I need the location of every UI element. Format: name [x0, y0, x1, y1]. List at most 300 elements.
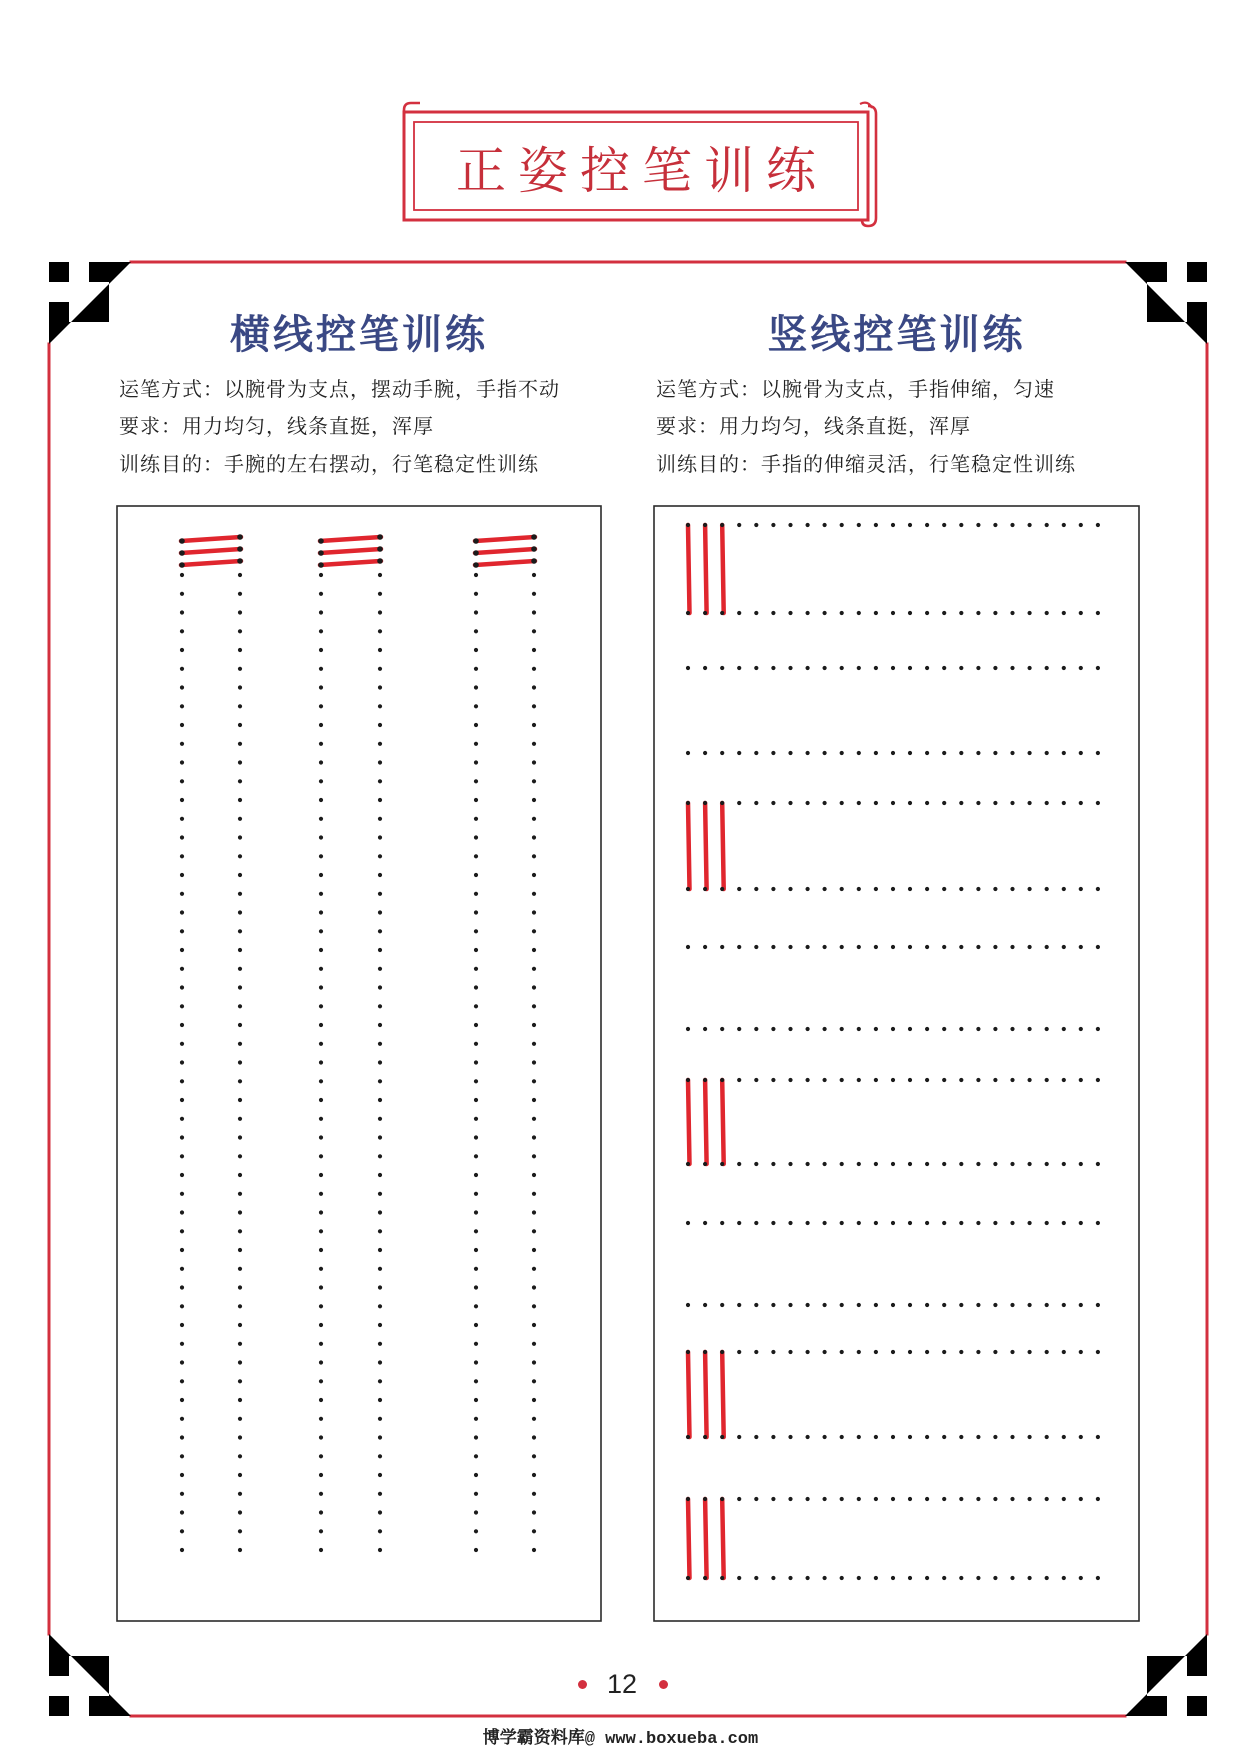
- guide-dot: [238, 1004, 242, 1008]
- guide-dot: [891, 666, 895, 670]
- horizontal-example-stroke: [475, 537, 535, 541]
- guide-dot: [925, 1350, 929, 1354]
- guide-dot: [319, 967, 323, 971]
- guide-dot: [942, 666, 946, 670]
- guide-dot: [720, 801, 724, 805]
- guide-dot: [378, 1379, 382, 1383]
- horizontal-example-stroke: [320, 561, 381, 565]
- guide-dot: [788, 1435, 792, 1439]
- guide-dot: [1010, 1162, 1014, 1166]
- guide-dot: [959, 1350, 963, 1354]
- guide-dot: [238, 854, 242, 858]
- guide-dot: [180, 1079, 184, 1083]
- guide-dot: [180, 910, 184, 914]
- guide-dot: [238, 1060, 242, 1064]
- guide-dot: [857, 666, 861, 670]
- guide-dot: [737, 1350, 741, 1354]
- guide-dot: [238, 1342, 242, 1346]
- vertical-example-stroke: [705, 803, 707, 889]
- guide-dot: [378, 723, 382, 727]
- guide-dot: [238, 1323, 242, 1327]
- guide-dot: [1010, 1576, 1014, 1580]
- guide-dot: [976, 1497, 980, 1501]
- guide-dot: [180, 967, 184, 971]
- guide-dot: [908, 801, 912, 805]
- guide-dot: [238, 1042, 242, 1046]
- guide-dot: [771, 1303, 775, 1307]
- guide-dot: [942, 1576, 946, 1580]
- guide-dot: [686, 1497, 690, 1501]
- page-title: [404, 114, 868, 220]
- guide-dot: [378, 685, 382, 689]
- guide-dot: [720, 1435, 724, 1439]
- guide-dot: [319, 1079, 323, 1083]
- guide-dot: [1045, 1221, 1049, 1225]
- guide-dot: [788, 611, 792, 615]
- guide-dot: [319, 910, 323, 914]
- dotted-guide-line: [686, 1435, 1100, 1439]
- guide-dot: [378, 1342, 382, 1346]
- guide-dot: [942, 1435, 946, 1439]
- guide-dot: [1028, 1303, 1032, 1307]
- horizontal-example-stroke: [181, 549, 241, 553]
- guide-dot: [180, 592, 184, 596]
- guide-dot: [908, 751, 912, 755]
- guide-dot: [532, 1210, 536, 1214]
- guide-dot: [238, 779, 242, 783]
- guide-dot: [1028, 611, 1032, 615]
- guide-dot: [771, 611, 775, 615]
- guide-dot: [474, 1135, 478, 1139]
- guide-dot: [857, 1435, 861, 1439]
- vertical-stroke-practice-area: [686, 523, 1100, 1580]
- guide-dot: [942, 1221, 946, 1225]
- guide-dot: [180, 817, 184, 821]
- guide-dot: [319, 1548, 323, 1552]
- guide-dot: [319, 1248, 323, 1252]
- guide-dot: [532, 1060, 536, 1064]
- guide-dot: [686, 1435, 690, 1439]
- stroke-start-dot: [318, 562, 324, 568]
- guide-dot: [474, 704, 478, 708]
- guide-dot: [319, 1004, 323, 1008]
- guide-dot: [1062, 1435, 1066, 1439]
- guide-dot: [238, 592, 242, 596]
- guide-dot: [1096, 1497, 1100, 1501]
- vertical-example-stroke: [705, 1499, 707, 1578]
- guide-dot: [1045, 1497, 1049, 1501]
- guide-dot: [378, 948, 382, 952]
- guide-dot: [532, 667, 536, 671]
- guide-dot: [180, 985, 184, 989]
- guide-dot: [1010, 801, 1014, 805]
- guide-dot: [806, 945, 810, 949]
- guide-dot: [806, 1078, 810, 1082]
- guide-dot: [874, 523, 878, 527]
- guide-dot: [686, 1078, 690, 1082]
- guide-dot: [754, 1576, 758, 1580]
- guide-dot: [532, 779, 536, 783]
- guide-dot: [788, 1027, 792, 1031]
- guide-dot: [857, 887, 861, 891]
- guide-dot: [319, 1510, 323, 1514]
- guide-dot: [319, 798, 323, 802]
- guide-dot: [1096, 611, 1100, 615]
- guide-dot: [180, 1398, 184, 1402]
- guide-dot: [378, 1304, 382, 1308]
- stroke-end-dot: [377, 546, 383, 552]
- guide-dot: [474, 967, 478, 971]
- guide-dot: [976, 751, 980, 755]
- guide-dot: [1028, 1221, 1032, 1225]
- guide-dot: [908, 1350, 912, 1354]
- guide-dot: [180, 1360, 184, 1364]
- guide-dot: [908, 1027, 912, 1031]
- guide-dot: [474, 1173, 478, 1177]
- guide-dot: [891, 751, 895, 755]
- guide-dot: [942, 1350, 946, 1354]
- guide-dot: [319, 854, 323, 858]
- guide-dot: [720, 1303, 724, 1307]
- guide-dot: [238, 948, 242, 952]
- guide-dot: [180, 1342, 184, 1346]
- guide-dot: [378, 1529, 382, 1533]
- guide-dot: [1062, 751, 1066, 755]
- guide-dot: [180, 573, 184, 577]
- guide-dot: [771, 1221, 775, 1225]
- guide-dot: [823, 887, 827, 891]
- guide-dot: [1079, 611, 1083, 615]
- guide-dot: [378, 929, 382, 933]
- guide-dot: [532, 704, 536, 708]
- guide-dot: [891, 887, 895, 891]
- guide-dot: [238, 873, 242, 877]
- guide-dot: [378, 1435, 382, 1439]
- guide-dot: [754, 1350, 758, 1354]
- guide-dot: [703, 1350, 707, 1354]
- stroke-end-dot: [531, 558, 537, 564]
- guide-dot: [180, 1454, 184, 1458]
- guide-dot: [686, 1221, 690, 1225]
- guide-dot: [908, 666, 912, 670]
- guide-dot: [319, 1529, 323, 1533]
- guide-dot: [823, 1303, 827, 1307]
- guide-dot: [788, 666, 792, 670]
- guide-dot: [840, 1303, 844, 1307]
- guide-dot: [1045, 801, 1049, 805]
- guide-dot: [378, 1098, 382, 1102]
- guide-dot: [891, 1221, 895, 1225]
- guide-dot: [532, 1304, 536, 1308]
- guide-dot: [959, 1078, 963, 1082]
- guide-dot: [806, 1350, 810, 1354]
- guide-dot: [737, 666, 741, 670]
- guide-dot: [806, 887, 810, 891]
- guide-dot: [474, 1360, 478, 1364]
- guide-dot: [720, 1078, 724, 1082]
- guide-dot: [319, 779, 323, 783]
- guide-dot: [238, 835, 242, 839]
- guide-dot: [238, 1248, 242, 1252]
- guide-dot: [840, 1221, 844, 1225]
- guide-dot: [238, 1417, 242, 1421]
- guide-dot: [180, 1229, 184, 1233]
- guide-dot: [891, 1027, 895, 1031]
- guide-dot: [532, 1192, 536, 1196]
- guide-dot: [686, 945, 690, 949]
- guide-dot: [180, 1173, 184, 1177]
- guide-dot: [771, 1162, 775, 1166]
- guide-dot: [720, 751, 724, 755]
- guide-dot: [238, 704, 242, 708]
- guide-dot: [1045, 666, 1049, 670]
- guide-dot: [754, 611, 758, 615]
- guide-dot: [720, 1576, 724, 1580]
- stroke-start-dot: [318, 538, 324, 544]
- stroke-start-dot: [473, 550, 479, 556]
- vertical-example-stroke: [722, 1352, 724, 1437]
- guide-dot: [703, 1497, 707, 1501]
- guide-dot: [993, 801, 997, 805]
- guide-dot: [857, 611, 861, 615]
- guide-dot: [378, 1398, 382, 1402]
- guide-dot: [1028, 1350, 1032, 1354]
- guide-dot: [532, 1473, 536, 1477]
- guide-dot: [823, 1576, 827, 1580]
- guide-dot: [857, 751, 861, 755]
- dotted-guide-line: [532, 573, 536, 1552]
- guide-dot: [238, 1454, 242, 1458]
- guide-dot: [1062, 1303, 1066, 1307]
- guide-dot: [771, 801, 775, 805]
- vertical-example-stroke: [722, 1080, 724, 1164]
- horizontal-example-stroke: [181, 537, 241, 541]
- guide-dot: [1096, 523, 1100, 527]
- guide-dot: [319, 1304, 323, 1308]
- guide-dot: [925, 1027, 929, 1031]
- vertical-practice-row: [686, 1497, 1100, 1580]
- guide-dot: [319, 760, 323, 764]
- guide-dot: [703, 666, 707, 670]
- guide-dot: [840, 666, 844, 670]
- guide-dot: [378, 573, 382, 577]
- guide-dot: [238, 610, 242, 614]
- guide-dot: [474, 610, 478, 614]
- guide-dot: [1096, 1303, 1100, 1307]
- guide-dot: [823, 945, 827, 949]
- guide-dot: [942, 611, 946, 615]
- dotted-guide-line: [686, 1303, 1100, 1307]
- guide-dot: [806, 1497, 810, 1501]
- guide-dot: [993, 1162, 997, 1166]
- guide-dot: [823, 666, 827, 670]
- guide-dot: [703, 1027, 707, 1031]
- guide-dot: [238, 573, 242, 577]
- guide-dot: [1096, 666, 1100, 670]
- guide-dot: [857, 1303, 861, 1307]
- guide-dot: [737, 801, 741, 805]
- guide-dot: [238, 1473, 242, 1477]
- guide-dot: [857, 1576, 861, 1580]
- guide-dot: [1028, 666, 1032, 670]
- guide-dot: [319, 1435, 323, 1439]
- guide-dot: [1079, 666, 1083, 670]
- guide-dot: [532, 1135, 536, 1139]
- guide-dot: [238, 1192, 242, 1196]
- guide-dot: [1062, 1162, 1066, 1166]
- guide-dot: [378, 1323, 382, 1327]
- guide-dot: [993, 1078, 997, 1082]
- guide-dot: [993, 1435, 997, 1439]
- horizontal-example-stroke: [320, 537, 381, 541]
- guide-dot: [925, 611, 929, 615]
- guide-dot: [378, 967, 382, 971]
- guide-dot: [532, 1417, 536, 1421]
- guide-dot: [703, 1078, 707, 1082]
- guide-dot: [319, 1285, 323, 1289]
- guide-dot: [857, 945, 861, 949]
- guide-dot: [532, 742, 536, 746]
- guide-dot: [720, 1350, 724, 1354]
- guide-dot: [925, 523, 929, 527]
- guide-dot: [319, 985, 323, 989]
- dotted-guide-line: [686, 1221, 1100, 1225]
- page-title-text: 正姿控笔训练: [456, 142, 828, 200]
- guide-dot: [1062, 887, 1066, 891]
- guide-dot: [1062, 666, 1066, 670]
- guide-dot: [180, 1379, 184, 1383]
- guide-dot: [788, 1576, 792, 1580]
- guide-dot: [959, 1027, 963, 1031]
- guide-dot: [474, 1379, 478, 1383]
- guide-dot: [737, 945, 741, 949]
- guide-dot: [532, 798, 536, 802]
- guide-dot: [891, 1303, 895, 1307]
- guide-dot: [378, 592, 382, 596]
- guide-dot: [238, 742, 242, 746]
- dotted-guide-line: [378, 573, 382, 1552]
- page-number-dot-right: [659, 1680, 668, 1689]
- guide-dot: [319, 1379, 323, 1383]
- horizontal-requirement-text: 要求：用力均匀，线条直挺，浑厚: [119, 414, 434, 438]
- guide-dot: [1028, 1162, 1032, 1166]
- guide-dot: [925, 1435, 929, 1439]
- guide-dot: [703, 801, 707, 805]
- guide-dot: [686, 611, 690, 615]
- stroke-start-dot: [473, 538, 479, 544]
- guide-dot: [703, 887, 707, 891]
- guide-dot: [180, 648, 184, 652]
- guide-dot: [942, 945, 946, 949]
- guide-dot: [1010, 1078, 1014, 1082]
- guide-dot: [959, 751, 963, 755]
- guide-dot: [532, 892, 536, 896]
- guide-dot: [686, 751, 690, 755]
- guide-dot: [942, 887, 946, 891]
- guide-dot: [908, 1303, 912, 1307]
- guide-dot: [976, 801, 980, 805]
- guide-dot: [993, 887, 997, 891]
- guide-dot: [703, 1576, 707, 1580]
- guide-dot: [180, 1510, 184, 1514]
- guide-dot: [976, 611, 980, 615]
- guide-dot: [474, 1023, 478, 1027]
- guide-dot: [180, 1042, 184, 1046]
- guide-dot: [840, 611, 844, 615]
- guide-dot: [1079, 1435, 1083, 1439]
- guide-dot: [319, 1398, 323, 1402]
- guide-dot: [532, 1267, 536, 1271]
- guide-dot: [993, 945, 997, 949]
- guide-dot: [532, 1248, 536, 1252]
- guide-dot: [1079, 801, 1083, 805]
- guide-dot: [959, 611, 963, 615]
- guide-dot: [1028, 523, 1032, 527]
- guide-dot: [788, 1221, 792, 1225]
- vertical-example-stroke: [722, 1499, 724, 1578]
- guide-dot: [840, 801, 844, 805]
- guide-dot: [686, 666, 690, 670]
- guide-dot: [1096, 1027, 1100, 1031]
- guide-dot: [378, 835, 382, 839]
- guide-dot: [238, 1023, 242, 1027]
- guide-dot: [378, 892, 382, 896]
- guide-dot: [993, 1497, 997, 1501]
- guide-dot: [788, 751, 792, 755]
- guide-dot: [925, 1162, 929, 1166]
- guide-dot: [319, 1417, 323, 1421]
- guide-dot: [806, 1162, 810, 1166]
- guide-dot: [238, 1360, 242, 1364]
- guide-dot: [378, 779, 382, 783]
- fret-corner-bottom-left: [49, 1634, 131, 1716]
- guide-dot: [908, 1162, 912, 1166]
- guide-dot: [823, 1162, 827, 1166]
- guide-dot: [378, 1210, 382, 1214]
- guide-dot: [474, 1529, 478, 1533]
- guide-dot: [840, 1435, 844, 1439]
- guide-dot: [959, 887, 963, 891]
- vertical-example-stroke: [705, 1352, 707, 1437]
- dotted-guide-line: [686, 1350, 1100, 1354]
- guide-dot: [1079, 887, 1083, 891]
- guide-dot: [1079, 1576, 1083, 1580]
- guide-dot: [378, 667, 382, 671]
- vertical-practice-row: [686, 523, 1100, 615]
- horizontal-purpose-text: 训练目的：手腕的左右摆动，行笔稳定性训练: [119, 452, 539, 476]
- dotted-guide-line: [686, 801, 1100, 805]
- guide-dot: [1010, 611, 1014, 615]
- guide-dot: [754, 945, 758, 949]
- guide-dot: [180, 1529, 184, 1533]
- guide-dot: [891, 1078, 895, 1082]
- guide-dot: [474, 1079, 478, 1083]
- guide-dot: [788, 1078, 792, 1082]
- vertical-example-stroke: [705, 1080, 707, 1164]
- guide-dot: [180, 1323, 184, 1327]
- guide-dot: [238, 798, 242, 802]
- guide-dot: [532, 1360, 536, 1364]
- guide-dot: [1079, 751, 1083, 755]
- guide-dot: [1062, 1078, 1066, 1082]
- guide-dot: [976, 1303, 980, 1307]
- horizontal-practice-box: [117, 506, 601, 1621]
- guide-dot: [720, 523, 724, 527]
- guide-dot: [1028, 1027, 1032, 1031]
- dotted-guide-line: [686, 666, 1100, 670]
- guide-dot: [238, 667, 242, 671]
- guide-dot: [319, 1492, 323, 1496]
